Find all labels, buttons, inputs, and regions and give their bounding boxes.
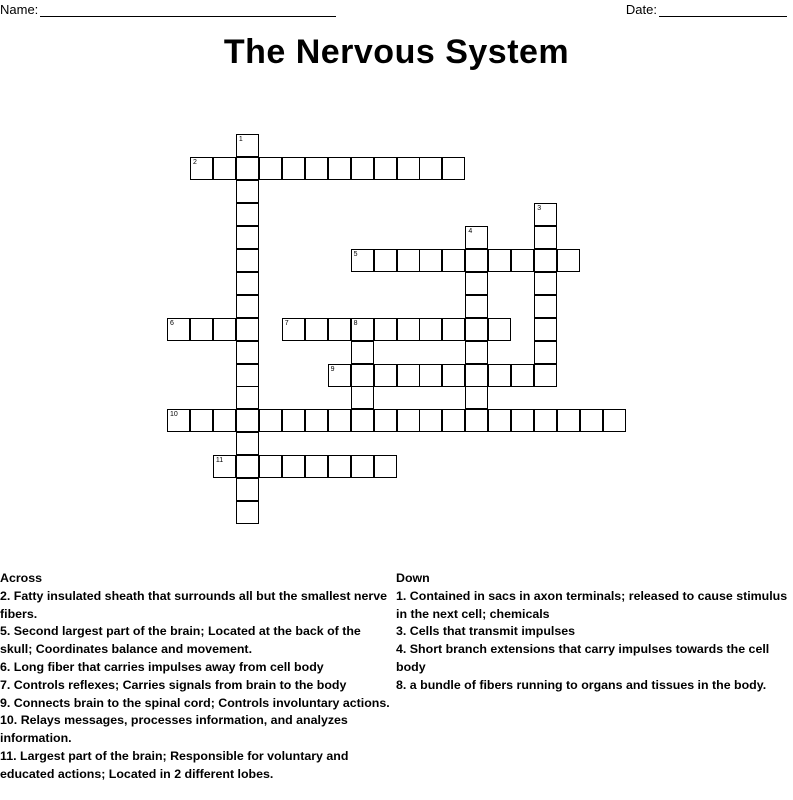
crossword-cell[interactable] bbox=[419, 318, 442, 341]
crossword-cell[interactable] bbox=[465, 318, 488, 341]
crossword-cell[interactable] bbox=[351, 318, 374, 341]
crossword-cell[interactable] bbox=[236, 295, 259, 318]
crossword-cell[interactable] bbox=[282, 318, 305, 341]
crossword-cell[interactable] bbox=[465, 341, 488, 364]
cell-number: 5 bbox=[353, 250, 358, 258]
clue-text: Largest part of the brain; Responsible for voluntary and educated actions; Located in 2 different lobes. bbox=[0, 748, 349, 781]
crossword-cell[interactable] bbox=[236, 501, 259, 524]
crossword-cell[interactable] bbox=[236, 341, 259, 364]
crossword-cell[interactable] bbox=[580, 409, 603, 432]
crossword-cell[interactable] bbox=[328, 157, 351, 180]
clue-number: 8. bbox=[396, 677, 407, 692]
clue-number: 5. bbox=[0, 624, 11, 639]
crossword-cell[interactable] bbox=[534, 226, 557, 249]
crossword-cell[interactable] bbox=[351, 249, 374, 272]
crossword-cell[interactable] bbox=[213, 318, 236, 341]
clue-number: 6. bbox=[0, 659, 11, 674]
crossword-cell[interactable] bbox=[465, 226, 488, 249]
crossword-cell[interactable] bbox=[213, 455, 236, 478]
clue-text: Long fiber that carries impulses away from cell body bbox=[13, 659, 324, 674]
crossword-cell[interactable] bbox=[236, 409, 259, 432]
crossword-cell[interactable] bbox=[465, 249, 488, 272]
crossword-cell[interactable] bbox=[236, 157, 259, 180]
across-clue bbox=[0, 695, 396, 713]
crossword-cell[interactable] bbox=[236, 478, 259, 501]
crossword-cell[interactable] bbox=[305, 455, 328, 478]
crossword-cell[interactable] bbox=[374, 318, 397, 341]
crossword-cell[interactable] bbox=[213, 157, 236, 180]
crossword-cell[interactable] bbox=[442, 249, 465, 272]
crossword-cell[interactable] bbox=[419, 157, 442, 180]
crossword-cell[interactable] bbox=[511, 409, 534, 432]
clue-text: Contained in sacs in axon terminals; released to cause stimulus in the next cell; chemicals bbox=[396, 588, 788, 621]
clue-text: Relays messages, processes information, and analyzes information. bbox=[0, 713, 348, 746]
crossword-cell[interactable] bbox=[328, 364, 351, 387]
across-heading: Across bbox=[0, 571, 43, 585]
crossword-cell[interactable] bbox=[282, 157, 305, 180]
down-clue bbox=[396, 641, 789, 677]
across-clue bbox=[0, 623, 396, 659]
clue-text: Short branch extensions that carry impulses towards the cell body bbox=[396, 642, 770, 674]
crossword-cell[interactable] bbox=[603, 409, 626, 432]
cell-number: 6 bbox=[170, 319, 174, 327]
date-label: Date: bbox=[625, 2, 657, 17]
crossword-cell[interactable] bbox=[236, 272, 259, 295]
crossword-cell[interactable] bbox=[259, 157, 282, 180]
clue-text: Second largest part of the brain; Located at the back of the skull; Coordinates balance and movement. bbox=[0, 624, 361, 657]
clue-number: 9. bbox=[0, 695, 11, 710]
clue-text: a bundle of fibers running to organs and tissues in the body. bbox=[409, 677, 767, 692]
crossword-cell[interactable] bbox=[305, 318, 328, 341]
crossword-cell[interactable] bbox=[236, 455, 259, 478]
crossword-cell[interactable] bbox=[374, 249, 397, 272]
down-clue bbox=[396, 623, 789, 641]
crossword-cell[interactable] bbox=[465, 364, 488, 387]
crossword-cell[interactable] bbox=[534, 249, 557, 272]
crossword-cell[interactable] bbox=[236, 386, 259, 409]
crossword-cell[interactable] bbox=[282, 409, 305, 432]
crossword-cell[interactable] bbox=[465, 409, 488, 432]
cell-number: 10 bbox=[170, 411, 178, 419]
name-label: Name: bbox=[0, 2, 39, 17]
cell-number: 2 bbox=[192, 158, 197, 166]
crossword-cell[interactable] bbox=[167, 318, 190, 341]
down-clue bbox=[396, 588, 789, 624]
crossword-cell[interactable] bbox=[213, 409, 236, 432]
crossword-cell[interactable] bbox=[374, 409, 397, 432]
crossword-cell[interactable] bbox=[488, 318, 511, 341]
crossword-cell[interactable] bbox=[397, 157, 420, 180]
clue-text: Connects brain to the spinal cord; Controls involuntary actions. bbox=[13, 695, 390, 710]
cell-number: 7 bbox=[284, 319, 289, 327]
crossword-cell[interactable] bbox=[259, 455, 282, 478]
crossword-cell[interactable] bbox=[465, 272, 488, 295]
crossword-cell[interactable] bbox=[190, 157, 213, 180]
crossword-cell[interactable] bbox=[328, 409, 351, 432]
clue-number: 10. bbox=[0, 713, 18, 728]
crossword-cell[interactable] bbox=[397, 318, 420, 341]
crossword-cell[interactable] bbox=[236, 432, 259, 455]
crossword-cell[interactable] bbox=[488, 249, 511, 272]
down-clues bbox=[396, 570, 789, 695]
clue-number: 1. bbox=[396, 588, 407, 603]
crossword-cell[interactable] bbox=[305, 157, 328, 180]
crossword-cell[interactable] bbox=[190, 318, 213, 341]
crossword-cell[interactable] bbox=[167, 409, 190, 432]
crossword-cell[interactable] bbox=[236, 249, 259, 272]
crossword-cell[interactable] bbox=[374, 455, 397, 478]
crossword-cell[interactable] bbox=[442, 364, 465, 387]
crossword-cell[interactable] bbox=[259, 409, 282, 432]
crossword-cell[interactable] bbox=[534, 409, 557, 432]
crossword-cell[interactable] bbox=[351, 341, 374, 364]
crossword-cell[interactable] bbox=[397, 409, 420, 432]
crossword-cell[interactable] bbox=[351, 386, 374, 409]
crossword-cell[interactable] bbox=[442, 157, 465, 180]
crossword-cell[interactable] bbox=[534, 203, 557, 226]
crossword-cell[interactable] bbox=[397, 249, 420, 272]
crossword-cell[interactable] bbox=[419, 409, 442, 432]
down-clue bbox=[396, 677, 789, 695]
cell-number: 8 bbox=[353, 319, 358, 327]
crossword-cell[interactable] bbox=[511, 249, 534, 272]
across-clue bbox=[0, 677, 396, 695]
crossword-cell[interactable] bbox=[236, 318, 259, 341]
crossword-cell[interactable] bbox=[534, 364, 557, 387]
crossword-cell[interactable] bbox=[488, 409, 511, 432]
across-clue bbox=[0, 659, 396, 677]
crossword-cell[interactable] bbox=[465, 386, 488, 409]
crossword-cell[interactable] bbox=[511, 364, 534, 387]
crossword-cell[interactable] bbox=[397, 364, 420, 387]
crossword-cell[interactable] bbox=[236, 180, 259, 203]
clue-number: 7. bbox=[0, 677, 11, 692]
crossword-cell[interactable] bbox=[351, 409, 374, 432]
crossword-cell[interactable] bbox=[351, 364, 374, 387]
crossword-cell[interactable] bbox=[534, 318, 557, 341]
crossword-cell[interactable] bbox=[419, 249, 442, 272]
across-clue bbox=[0, 748, 396, 784]
across-clue bbox=[0, 712, 396, 748]
crossword-cell[interactable] bbox=[534, 272, 557, 295]
crossword-cell[interactable] bbox=[465, 295, 488, 318]
crossword-cell[interactable] bbox=[236, 134, 259, 157]
cell-number: 1 bbox=[238, 136, 243, 143]
crossword-cell[interactable] bbox=[351, 157, 374, 180]
across-clue bbox=[0, 588, 396, 624]
crossword-cell[interactable] bbox=[442, 409, 465, 432]
clue-number: 2. bbox=[0, 588, 11, 603]
crossword-cell[interactable] bbox=[488, 364, 511, 387]
crossword-cell[interactable] bbox=[557, 249, 580, 272]
clue-text: Controls reflexes; Carries signals from brain to the body bbox=[13, 677, 347, 692]
crossword-cell[interactable] bbox=[236, 364, 259, 387]
page-title: The Nervous System bbox=[223, 33, 570, 71]
clue-number: 3. bbox=[396, 624, 407, 639]
crossword-cell[interactable] bbox=[282, 455, 305, 478]
crossword-cell[interactable] bbox=[374, 157, 397, 180]
crossword-cell[interactable] bbox=[557, 409, 580, 432]
crossword-cell[interactable] bbox=[442, 318, 465, 341]
crossword-cell[interactable] bbox=[374, 364, 397, 387]
cell-number: 11 bbox=[215, 457, 224, 465]
crossword-cell[interactable] bbox=[534, 341, 557, 364]
crossword-cell[interactable] bbox=[534, 295, 557, 318]
clue-number: 11. bbox=[0, 748, 17, 763]
crossword-cell[interactable] bbox=[419, 364, 442, 387]
cell-number: 3 bbox=[537, 204, 542, 212]
crossword-cell[interactable] bbox=[351, 455, 374, 478]
crossword-cell[interactable] bbox=[305, 409, 328, 432]
crossword-cell[interactable] bbox=[190, 409, 213, 432]
clue-text: Cells that transmit impulses bbox=[409, 624, 576, 639]
crossword-cell[interactable] bbox=[236, 203, 259, 226]
down-heading: Down bbox=[396, 571, 430, 585]
cell-number: 4 bbox=[468, 227, 473, 235]
crossword-cell[interactable] bbox=[328, 455, 351, 478]
crossword-cell[interactable] bbox=[236, 226, 259, 249]
across-clues bbox=[0, 570, 396, 784]
clue-number: 4. bbox=[396, 642, 407, 657]
cell-number: 9 bbox=[330, 365, 335, 373]
crossword-cell[interactable] bbox=[328, 318, 351, 341]
clue-text: Fatty insulated sheath that surrounds all but the smallest nerve fibers. bbox=[0, 588, 387, 621]
